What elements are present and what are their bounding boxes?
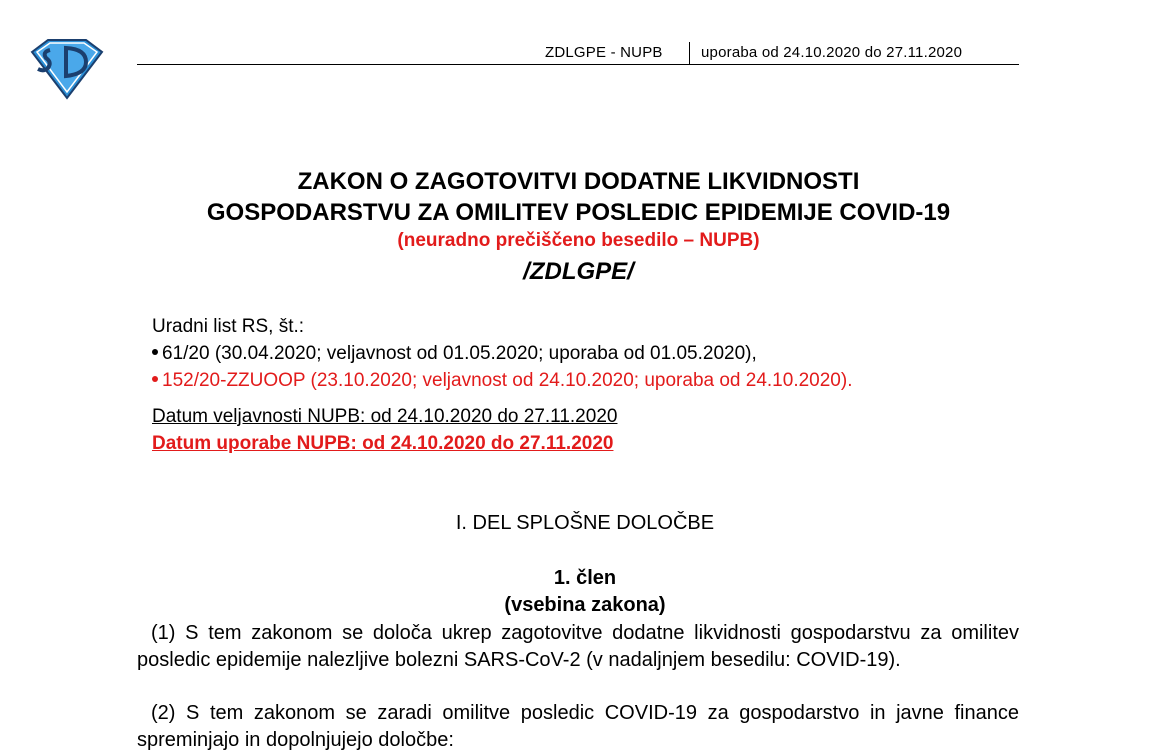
article-paragraph: (2) S tem zakonom se zaradi omilitve posledic COVID-19 za gospodarstvo in javne finance spreminjajo in dopolnjujejo določbe: (137, 702, 1019, 751)
usage-date: Datum uporabe NUPB: od 24.10.2020 do 27.11.2020 (152, 433, 614, 454)
article-number: 1. člen (553, 567, 617, 589)
gazette-item-text: 152/20-ZZUOOP (23.10.2020; veljavnost od 24.10.2020; uporaba od 24.10.2020). (162, 370, 853, 391)
part-heading: I. DEL SPLOŠNE DOLOČBE (455, 512, 715, 534)
validity-date: Datum veljavnosti NUPB: od 24.10.2020 do 27.11.2020 (152, 406, 618, 427)
bullet-icon (152, 376, 158, 382)
law-title-line-1: ZAKON O ZAGOTOVITVI DODATNE LIKVIDNOSTI (297, 168, 860, 195)
bullet-icon (152, 349, 158, 355)
law-title-note: (neuradno prečiščeno besedilo – NUPB) (397, 230, 760, 251)
law-title-line-2: GOSPODARSTVU ZA OMILITEV POSLEDIC EPIDEMIJE COVID-19 (206, 199, 951, 226)
gazette-item (152, 343, 757, 365)
law-abbreviation: /ZDLGPE/ (523, 258, 634, 285)
header-separator (689, 42, 690, 64)
article-subtitle: (vsebina zakona) (504, 594, 666, 616)
gazette-item-text: 61/20 (30.04.2020; veljavnost od 01.05.2020; uporaba od 01.05.2020), (162, 343, 757, 364)
sd-diamond-logo-icon (28, 38, 106, 100)
article-paragraph: (1) S tem zakonom se določa ukrep zagotovitve dodatne likvidnosti gospodarstvu za omilitev posledic epidemije nalezljive bolezni SARS-CoV-2 (v nadaljnjem besedilu: COVID-19). (137, 622, 1019, 671)
header-document-code: ZDLGPE - NUPB (545, 44, 663, 61)
gazette-item (152, 370, 852, 392)
gazette-label: Uradni list RS, št.: (152, 316, 305, 337)
header-usage-period: uporaba od 24.10.2020 do 27.11.2020 (701, 44, 963, 61)
header-rule (137, 64, 1019, 65)
